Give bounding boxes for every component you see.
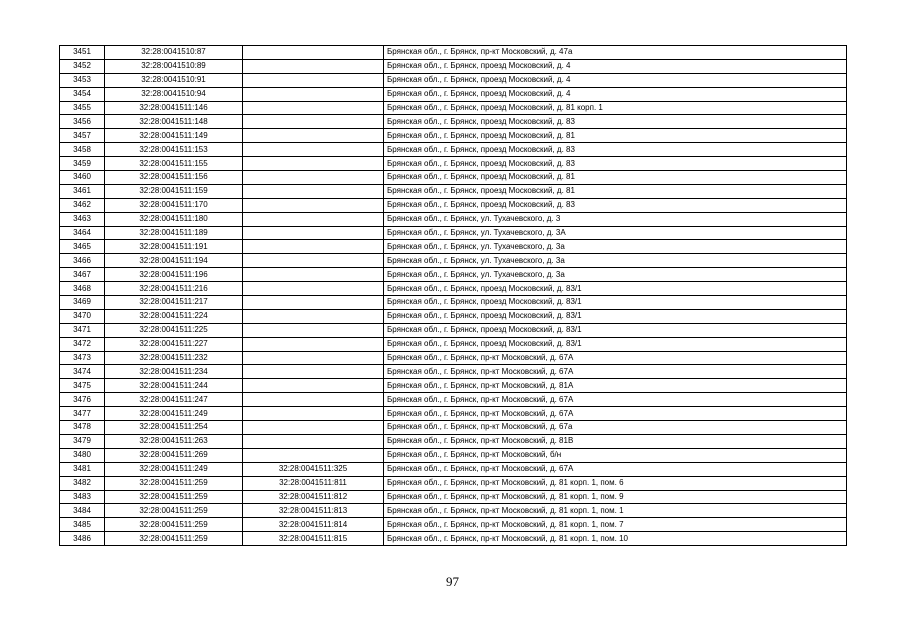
table-row	[60, 518, 847, 532]
table-row	[60, 504, 847, 518]
cadastral-number-cell: 32:28:0041511:217	[105, 296, 243, 310]
sub-cadastral-number-cell	[243, 115, 384, 129]
row-number-cell: 3481	[60, 462, 105, 476]
cadastral-number-cell: 32:28:0041511:259	[105, 490, 243, 504]
sub-cadastral-number-cell	[243, 184, 384, 198]
table-row	[60, 365, 847, 379]
table-row	[60, 462, 847, 476]
table-row	[60, 476, 847, 490]
address-cell: Брянская обл., г. Брянск, пр-кт Московский, д. 81 корп. 1, пом. 7	[384, 518, 847, 532]
row-number-cell: 3473	[60, 351, 105, 365]
address-cell: Брянская обл., г. Брянск, проезд Московский, д. 81	[384, 184, 847, 198]
table-row	[60, 212, 847, 226]
cadastral-number-cell: 32:28:0041511:149	[105, 129, 243, 143]
cadastral-number-cell: 32:28:0041511:170	[105, 198, 243, 212]
sub-cadastral-number-cell	[243, 73, 384, 87]
page-number: 97	[446, 574, 459, 589]
table-row	[60, 226, 847, 240]
table-row	[60, 532, 847, 546]
row-number-cell: 3462	[60, 198, 105, 212]
sub-cadastral-number-cell	[243, 59, 384, 73]
address-cell: Брянская обл., г. Брянск, пр-кт Московский, д. 67А	[384, 407, 847, 421]
table-row	[60, 46, 847, 60]
table-row	[60, 309, 847, 323]
table-row	[60, 59, 847, 73]
cadastral-number-cell: 32:28:0041511:148	[105, 115, 243, 129]
sub-cadastral-number-cell	[243, 393, 384, 407]
row-number-cell: 3478	[60, 421, 105, 435]
row-number-cell: 3467	[60, 268, 105, 282]
row-number-cell: 3453	[60, 73, 105, 87]
table-row	[60, 393, 847, 407]
cadastral-number-cell: 32:28:0041510:89	[105, 59, 243, 73]
sub-cadastral-number-cell: 32:28:0041511:813	[243, 504, 384, 518]
table-row	[60, 323, 847, 337]
sub-cadastral-number-cell	[243, 323, 384, 337]
address-cell: Брянская обл., г. Брянск, пр-кт Московский, д. 81А	[384, 379, 847, 393]
address-cell: Брянская обл., г. Брянск, пр-кт Московский, д. 81 корп. 1, пом. 9	[384, 490, 847, 504]
sub-cadastral-number-cell	[243, 421, 384, 435]
cadastral-number-cell: 32:28:0041511:146	[105, 101, 243, 115]
table-row	[60, 490, 847, 504]
address-cell: Брянская обл., г. Брянск, проезд Московский, д. 83/1	[384, 337, 847, 351]
cadastral-number-cell: 32:28:0041510:87	[105, 46, 243, 60]
table-row	[60, 421, 847, 435]
table-row	[60, 157, 847, 171]
sub-cadastral-number-cell	[243, 365, 384, 379]
address-cell: Брянская обл., г. Брянск, проезд Московский, д. 83	[384, 157, 847, 171]
address-cell: Брянская обл., г. Брянск, ул. Тухачевского, д. 3а	[384, 254, 847, 268]
row-number-cell: 3476	[60, 393, 105, 407]
sub-cadastral-number-cell	[243, 434, 384, 448]
address-cell: Брянская обл., г. Брянск, пр-кт Московский, д. 81 корп. 1, пом. 10	[384, 532, 847, 546]
address-cell: Брянская обл., г. Брянск, ул. Тухачевского, д. 3А	[384, 226, 847, 240]
sub-cadastral-number-cell: 32:28:0041511:815	[243, 532, 384, 546]
address-cell: Брянская обл., г. Брянск, пр-кт Московский, д. 81В	[384, 434, 847, 448]
cadastral-number-cell: 32:28:0041511:216	[105, 282, 243, 296]
sub-cadastral-number-cell	[243, 337, 384, 351]
cadastral-number-cell: 32:28:0041511:269	[105, 448, 243, 462]
row-number-cell: 3477	[60, 407, 105, 421]
row-number-cell: 3470	[60, 309, 105, 323]
table-row	[60, 171, 847, 185]
address-cell: Брянская обл., г. Брянск, проезд Московский, д. 4	[384, 59, 847, 73]
sub-cadastral-number-cell	[243, 101, 384, 115]
address-cell: Брянская обл., г. Брянск, проезд Московский, д. 83	[384, 198, 847, 212]
row-number-cell: 3480	[60, 448, 105, 462]
cadastral-number-cell: 32:28:0041511:227	[105, 337, 243, 351]
sub-cadastral-number-cell	[243, 448, 384, 462]
row-number-cell: 3463	[60, 212, 105, 226]
row-number-cell: 3457	[60, 129, 105, 143]
table-row	[60, 87, 847, 101]
address-cell: Брянская обл., г. Брянск, проезд Московский, д. 4	[384, 73, 847, 87]
row-number-cell: 3474	[60, 365, 105, 379]
row-number-cell: 3484	[60, 504, 105, 518]
sub-cadastral-number-cell	[243, 226, 384, 240]
address-cell: Брянская обл., г. Брянск, проезд Московский, д. 83/1	[384, 323, 847, 337]
cadastral-number-cell: 32:28:0041511:244	[105, 379, 243, 393]
table-row	[60, 337, 847, 351]
cadastral-number-cell: 32:28:0041511:254	[105, 421, 243, 435]
cadastral-number-cell: 32:28:0041510:91	[105, 73, 243, 87]
table-row	[60, 448, 847, 462]
address-cell: Брянская обл., г. Брянск, ул. Тухачевского, д. 3	[384, 212, 847, 226]
address-cell: Брянская обл., г. Брянск, пр-кт Московский, д. 81 корп. 1, пом. 6	[384, 476, 847, 490]
cadastral-number-cell: 32:28:0041511:224	[105, 309, 243, 323]
sub-cadastral-number-cell	[243, 240, 384, 254]
address-cell: Брянская обл., г. Брянск, проезд Московский, д. 81 корп. 1	[384, 101, 847, 115]
table-row	[60, 282, 847, 296]
row-number-cell: 3464	[60, 226, 105, 240]
cadastral-number-cell: 32:28:0041511:263	[105, 434, 243, 448]
sub-cadastral-number-cell	[243, 254, 384, 268]
row-number-cell: 3458	[60, 143, 105, 157]
table-row	[60, 254, 847, 268]
address-cell: Брянская обл., г. Брянск, пр-кт Московский, д. 67А	[384, 351, 847, 365]
row-number-cell: 3475	[60, 379, 105, 393]
sub-cadastral-number-cell: 32:28:0041511:325	[243, 462, 384, 476]
row-number-cell: 3471	[60, 323, 105, 337]
sub-cadastral-number-cell	[243, 351, 384, 365]
table-row	[60, 296, 847, 310]
row-number-cell: 3468	[60, 282, 105, 296]
cadastral-number-cell: 32:28:0041511:249	[105, 462, 243, 476]
table-row	[60, 129, 847, 143]
row-number-cell: 3460	[60, 171, 105, 185]
cadastral-number-cell: 32:28:0041511:155	[105, 157, 243, 171]
address-cell: Брянская обл., г. Брянск, ул. Тухачевского, д. 3а	[384, 268, 847, 282]
table-row	[60, 73, 847, 87]
row-number-cell: 3479	[60, 434, 105, 448]
cadastral-number-cell: 32:28:0041511:225	[105, 323, 243, 337]
row-number-cell: 3456	[60, 115, 105, 129]
address-cell: Брянская обл., г. Брянск, пр-кт Московский, д. 67а	[384, 421, 847, 435]
address-cell: Брянская обл., г. Брянск, пр-кт Московский, д. 67А	[384, 365, 847, 379]
row-number-cell: 3461	[60, 184, 105, 198]
cadastral-number-cell: 32:28:0041511:234	[105, 365, 243, 379]
cadastral-number-cell: 32:28:0041511:180	[105, 212, 243, 226]
sub-cadastral-number-cell: 32:28:0041511:814	[243, 518, 384, 532]
cadastral-number-cell: 32:28:0041511:159	[105, 184, 243, 198]
cadastral-number-cell: 32:28:0041511:259	[105, 518, 243, 532]
table-row	[60, 115, 847, 129]
cadastral-number-cell: 32:28:0041511:249	[105, 407, 243, 421]
sub-cadastral-number-cell	[243, 212, 384, 226]
sub-cadastral-number-cell	[243, 143, 384, 157]
row-number-cell: 3472	[60, 337, 105, 351]
row-number-cell: 3483	[60, 490, 105, 504]
cadastral-number-cell: 32:28:0041511:194	[105, 254, 243, 268]
address-cell: Брянская обл., г. Брянск, пр-кт Московский, д. 67А	[384, 393, 847, 407]
cadastral-number-cell: 32:28:0041511:153	[105, 143, 243, 157]
table-row	[60, 379, 847, 393]
cadastral-number-cell: 32:28:0041510:94	[105, 87, 243, 101]
address-cell: Брянская обл., г. Брянск, пр-кт Московский, д. 47а	[384, 46, 847, 60]
registry-table	[59, 45, 847, 546]
table-row	[60, 143, 847, 157]
row-number-cell: 3465	[60, 240, 105, 254]
address-cell: Брянская обл., г. Брянск, пр-кт Московский, б/н	[384, 448, 847, 462]
cadastral-number-cell: 32:28:0041511:259	[105, 532, 243, 546]
table-row	[60, 240, 847, 254]
cadastral-number-cell: 32:28:0041511:191	[105, 240, 243, 254]
row-number-cell: 3451	[60, 46, 105, 60]
sub-cadastral-number-cell	[243, 268, 384, 282]
cadastral-number-cell: 32:28:0041511:232	[105, 351, 243, 365]
address-cell: Брянская обл., г. Брянск, проезд Московский, д. 83/1	[384, 309, 847, 323]
sub-cadastral-number-cell	[243, 171, 384, 185]
row-number-cell: 3469	[60, 296, 105, 310]
address-cell: Брянская обл., г. Брянск, проезд Московский, д. 83	[384, 143, 847, 157]
row-number-cell: 3454	[60, 87, 105, 101]
sub-cadastral-number-cell	[243, 379, 384, 393]
row-number-cell: 3455	[60, 101, 105, 115]
sub-cadastral-number-cell: 32:28:0041511:811	[243, 476, 384, 490]
sub-cadastral-number-cell	[243, 46, 384, 60]
table-row	[60, 434, 847, 448]
address-cell: Брянская обл., г. Брянск, проезд Московский, д. 83/1	[384, 296, 847, 310]
address-cell: Брянская обл., г. Брянск, проезд Московский, д. 81	[384, 129, 847, 143]
registry-table-body	[60, 46, 847, 546]
cadastral-number-cell: 32:28:0041511:196	[105, 268, 243, 282]
cadastral-number-cell: 32:28:0041511:247	[105, 393, 243, 407]
table-row	[60, 407, 847, 421]
address-cell: Брянская обл., г. Брянск, проезд Московский, д. 4	[384, 87, 847, 101]
table-row	[60, 101, 847, 115]
cadastral-number-cell: 32:28:0041511:156	[105, 171, 243, 185]
address-cell: Брянская обл., г. Брянск, проезд Московский, д. 81	[384, 171, 847, 185]
address-cell: Брянская обл., г. Брянск, пр-кт Московский, д. 67А	[384, 462, 847, 476]
sub-cadastral-number-cell	[243, 407, 384, 421]
address-cell: Брянская обл., г. Брянск, проезд Московский, д. 83	[384, 115, 847, 129]
cadastral-number-cell: 32:28:0041511:259	[105, 504, 243, 518]
address-cell: Брянская обл., г. Брянск, проезд Московский, д. 83/1	[384, 282, 847, 296]
sub-cadastral-number-cell	[243, 198, 384, 212]
row-number-cell: 3485	[60, 518, 105, 532]
sub-cadastral-number-cell: 32:28:0041511:812	[243, 490, 384, 504]
row-number-cell: 3486	[60, 532, 105, 546]
row-number-cell: 3466	[60, 254, 105, 268]
cadastral-number-cell: 32:28:0041511:189	[105, 226, 243, 240]
address-cell: Брянская обл., г. Брянск, ул. Тухачевского, д. 3а	[384, 240, 847, 254]
sub-cadastral-number-cell	[243, 309, 384, 323]
cadastral-number-cell: 32:28:0041511:259	[105, 476, 243, 490]
table-row	[60, 268, 847, 282]
address-cell: Брянская обл., г. Брянск, пр-кт Московский, д. 81 корп. 1, пом. 1	[384, 504, 847, 518]
sub-cadastral-number-cell	[243, 129, 384, 143]
row-number-cell: 3452	[60, 59, 105, 73]
table-row	[60, 184, 847, 198]
row-number-cell: 3459	[60, 157, 105, 171]
sub-cadastral-number-cell	[243, 87, 384, 101]
sub-cadastral-number-cell	[243, 296, 384, 310]
table-row	[60, 351, 847, 365]
sub-cadastral-number-cell	[243, 157, 384, 171]
row-number-cell: 3482	[60, 476, 105, 490]
table-row	[60, 198, 847, 212]
sub-cadastral-number-cell	[243, 282, 384, 296]
